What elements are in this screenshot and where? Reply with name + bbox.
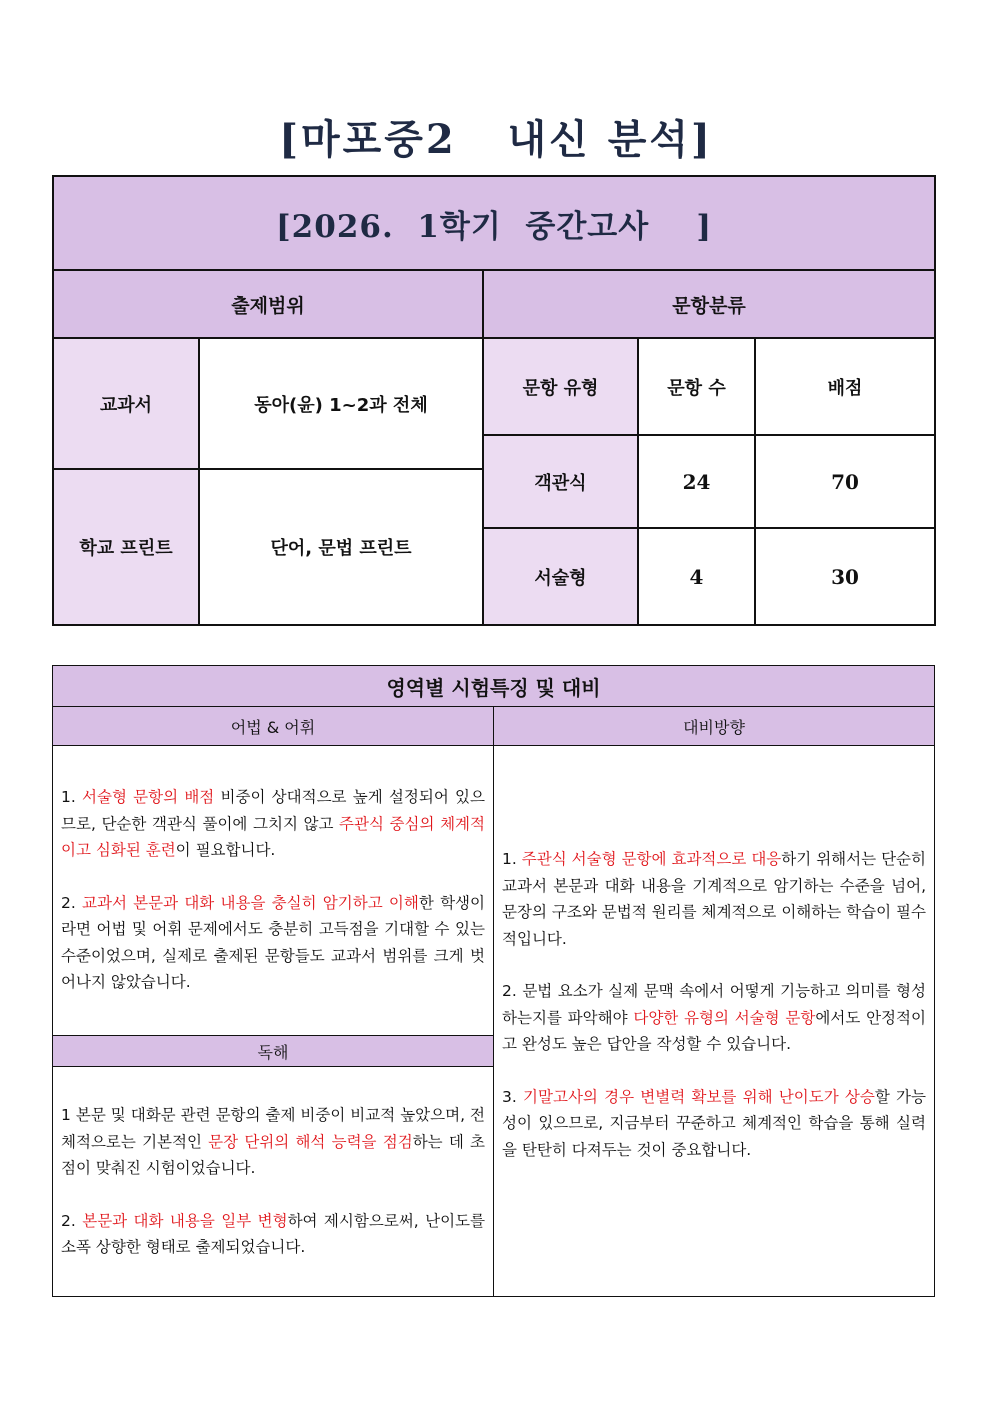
features-title: 영역별 시험특징 및 대비: [53, 666, 935, 707]
row-count-descriptive: 4: [638, 528, 755, 625]
exam-info-table: [52, 175, 936, 626]
strategy-paragraph-1: 1. 주관식 서술형 문항에 효과적으로 대응하기 위해서는 단순히 교과서 본문과 대화 내용을 기계적으로 암기하는 수준을 넘어, 문장의 구조와 문법적 원리를 체계적으로 이해하는 학습이 필수적입니다.: [502, 850, 927, 948]
row-type-objective: 객관식: [483, 435, 638, 528]
scope-header: 출제범위: [53, 270, 483, 338]
page-title: [마포중2 내신 분석]: [279, 116, 713, 163]
grammar-paragraph-2: 2. 교과서 본문과 대화 내용을 충실히 암기하고 이해한 학생이라면 어법 및 어휘 문제에서도 충분히 고득점을 기대할 수 있는 수준이었으며, 실제로 출제된 문항들도 교과서 범위를 크게 벗어나지 않았습니다.: [61, 893, 485, 991]
column-header-type: 문항 유형: [483, 338, 638, 435]
column-header-score: 배점: [755, 338, 935, 435]
grammar-content: [53, 746, 494, 1036]
grammar-header: 어법 & 어휘: [53, 707, 494, 746]
scope-label-textbook: 교과서: [53, 338, 199, 469]
reading-content: [53, 1067, 494, 1297]
exam-title: [2026. 1학기 중간고사 ]: [53, 176, 935, 270]
scope-value-print: 단어, 문법 프린트: [199, 469, 483, 625]
grammar-paragraph-1: 1. 서술형 문항의 배점 비중이 상대적으로 높게 설정되어 있으므로, 단순한 객관식 풀이에 그치지 않고 주관식 중심의 체계적이고 심화된 훈련이 필요합니다.: [61, 788, 485, 859]
column-header-count: 문항 수: [638, 338, 755, 435]
row-count-objective: 24: [638, 435, 755, 528]
scope-value-textbook: 동아(윤) 1~2과 전체: [199, 338, 483, 469]
strategy-header: 대비방향: [494, 707, 935, 746]
row-type-descriptive: 서술형: [483, 528, 638, 625]
reading-paragraph-2: 2. 본문과 대화 내용을 일부 변형하여 제시함으로써, 난이도를 소폭 상향한 형태로 출제되었습니다.: [61, 1211, 485, 1256]
scope-label-print: 학교 프린트: [53, 469, 199, 625]
reading-header: 독해: [53, 1036, 494, 1067]
strategy-content: [494, 746, 935, 1297]
row-score-objective: 70: [755, 435, 935, 528]
classification-header: 문항분류: [483, 270, 935, 338]
row-score-descriptive: 30: [755, 528, 935, 625]
features-table: [52, 665, 935, 1297]
strategy-paragraph-2: 2. 문법 요소가 실제 문맥 속에서 어떻게 기능하고 의미를 형성하는지를 파악해야 다양한 유형의 서술형 문항에서도 안정적이고 완성도 높은 답안을 작성할 수 있습니다.: [502, 982, 926, 1053]
strategy-paragraph-3: 3. 기말고사의 경우 변별력 확보를 위해 난이도가 상승할 가능성이 있으므로, 지금부터 꾸준하고 체계적인 학습을 통해 실력을 탄탄히 다져두는 것이 중요합니다.: [502, 1087, 927, 1159]
reading-paragraph-1: 1 본문 및 대화문 관련 문항의 출제 비중이 비교적 높았으며, 전체적으로는 기본적인 문장 단위의 해석 능력을 점검하는 데 초점이 맞춰진 시험이었습니다.: [61, 1106, 485, 1177]
